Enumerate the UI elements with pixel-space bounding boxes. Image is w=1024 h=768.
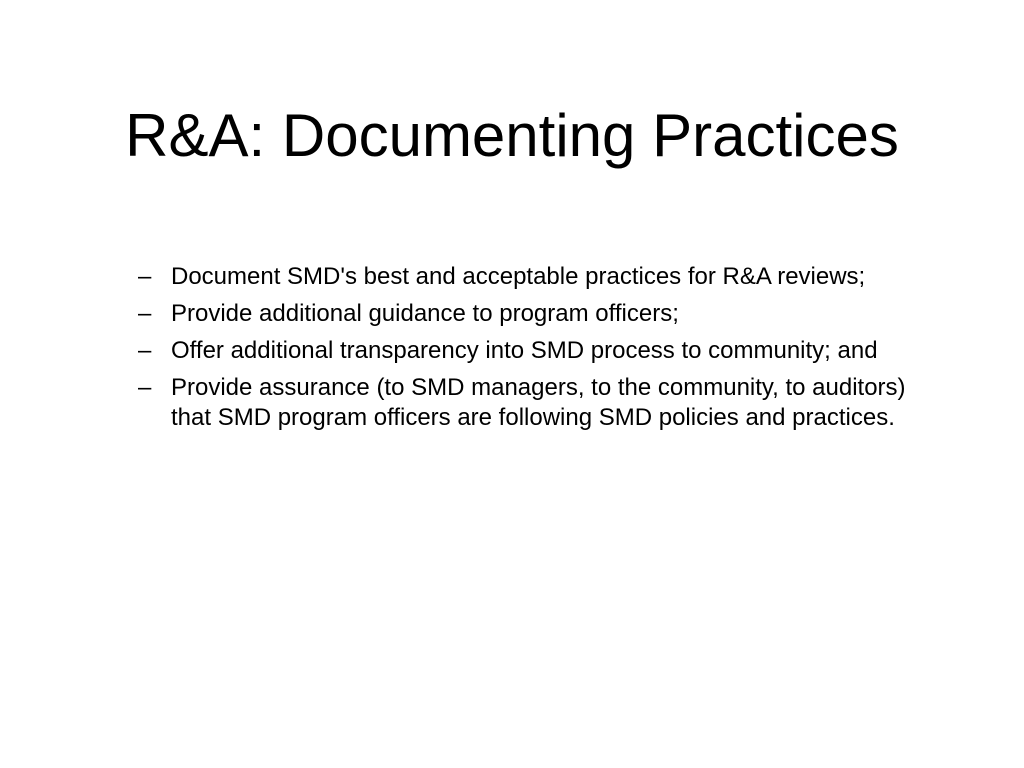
bullet-dash: – (138, 374, 152, 401)
bullet-item (138, 373, 938, 433)
bullet-dash: – (138, 263, 152, 290)
bullet-item (138, 336, 938, 366)
bullet-dash: – (138, 300, 152, 327)
bullet-text: Document SMD's best and acceptable practices for R&A reviews; (171, 263, 866, 290)
slide-title: R&A: Documenting Practices (125, 102, 899, 169)
bullet-list (138, 262, 938, 440)
bullet-item (138, 299, 938, 329)
bullet-text: Provide additional guidance to program officers; (171, 300, 679, 327)
bullet-item (138, 262, 938, 292)
bullet-text: Offer additional transparency into SMD process to community; and (171, 337, 878, 364)
bullet-text: Provide assurance (to SMD managers, to the community, to auditors) that SMD program officers are following SMD policies and practices. (171, 374, 906, 431)
bullet-dash: – (138, 337, 152, 364)
